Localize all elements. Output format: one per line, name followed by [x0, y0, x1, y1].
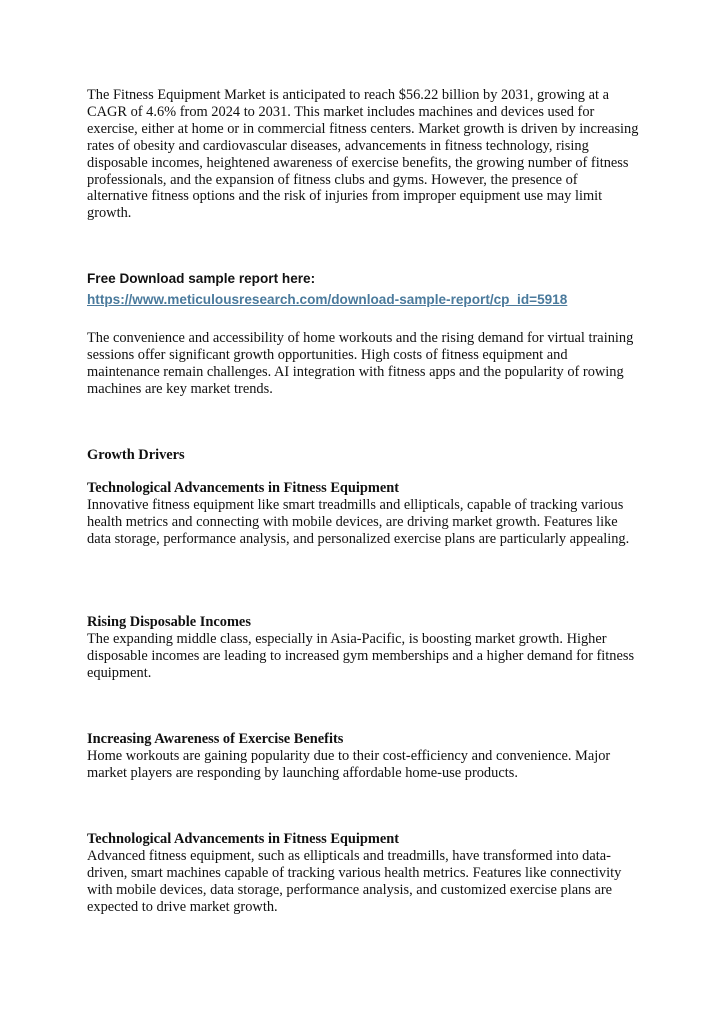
- driver-title: Rising Disposable Incomes: [87, 614, 251, 630]
- download-sample-link[interactable]: https://www.meticulousresearch.com/download-sample-report/cp_id=5918: [87, 292, 568, 307]
- driver-exercise-awareness: [87, 731, 639, 782]
- download-heading: Free Download sample report here:: [87, 271, 316, 286]
- driver-body: The expanding middle class, especially in Asia-Pacific, is boosting market growth. Higher disposable incomes are leading to increased gym memberships and a higher demand for fitness equipment.: [87, 630, 635, 681]
- driver-title: Technological Advancements in Fitness Equipment: [87, 480, 400, 496]
- opportunities-paragraph: The convenience and accessibility of home workouts and the rising demand for virtual training sessions offer significant growth opportunities. High costs of fitness equipment and maintenance remain challenges. AI integration with fitness apps and the popularity of rowing machines are key market trends.: [87, 330, 634, 397]
- driver-technological-advancements-2: [87, 831, 639, 916]
- growth-drivers-heading: Growth Drivers: [87, 447, 185, 463]
- driver-technological-advancements: [87, 480, 639, 548]
- driver-body: Advanced fitness equipment, such as ellipticals and treadmills, have transformed into data-driven, smart machines capable of tracking various health metrics. Features like connectivity with mobile devices, data storage, performance analysis, and customized exercise plans are expected to drive market growth.: [87, 847, 622, 915]
- driver-body: Home workouts are gaining popularity due to their cost-efficiency and convenience. Major market players are responding by launching affordable home-use products.: [87, 747, 611, 781]
- driver-title: Increasing Awareness of Exercise Benefits: [87, 731, 344, 747]
- driver-body: Innovative fitness equipment like smart treadmills and ellipticals, capable of tracking various health metrics and connecting with mobile devices, are driving market growth. Features like data storage, performance analysis, and personalized exercise plans are particularly appealing.: [87, 496, 630, 547]
- driver-rising-disposable-incomes: [87, 614, 639, 682]
- intro-paragraph: The Fitness Equipment Market is anticipated to reach $56.22 billion by 2031, growing at a CAGR of 4.6% from 2024 to 2031. This market includes machines and devices used for exercise, either at home or in commercial fitness centers. Market growth is driven by increasing rates of obesity and cardiovascular diseases, advancements in fitness technology, rising disposable incomes, heightened awareness of exercise benefits, the growing number of fitness professionals, and the expansion of fitness clubs and gyms. However, the presence of alternative fitness options and the risk of injuries from improper equipment use may limit growth.: [87, 87, 639, 222]
- driver-title: Technological Advancements in Fitness Equipment: [87, 831, 400, 847]
